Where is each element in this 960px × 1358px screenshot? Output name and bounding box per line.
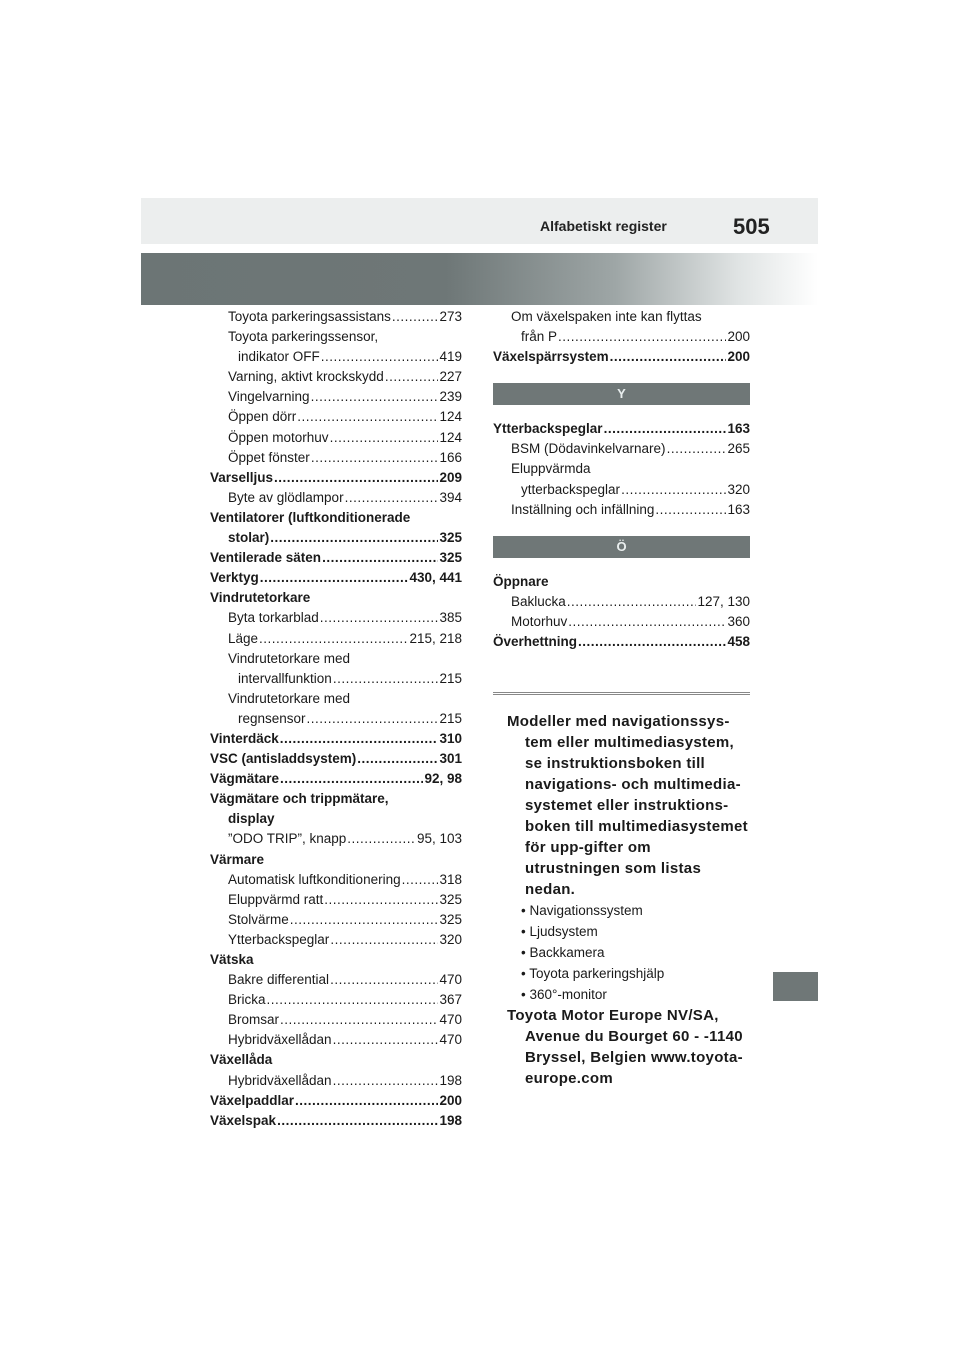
note-item-list bbox=[493, 900, 750, 1005]
index-entry bbox=[210, 709, 462, 729]
index-entry bbox=[210, 669, 462, 689]
index-entry-label: från P bbox=[521, 329, 558, 345]
note-divider bbox=[493, 692, 750, 695]
index-entry bbox=[210, 729, 462, 749]
index-column-left bbox=[210, 307, 462, 1131]
leader-dots bbox=[330, 428, 439, 448]
index-heading: Öppnare bbox=[493, 573, 549, 589]
index-entry-page: 470 bbox=[439, 1012, 462, 1028]
index-heading: Vindrutetorkare med bbox=[228, 690, 351, 706]
index-entry-page: 419 bbox=[439, 349, 462, 365]
leader-dots bbox=[260, 568, 409, 588]
index-entry-page: 215 bbox=[439, 670, 462, 686]
index-entry-label: Bakre differential bbox=[228, 972, 330, 988]
leader-dots bbox=[307, 709, 439, 729]
leader-dots bbox=[621, 480, 726, 500]
index-heading: Vätska bbox=[210, 952, 254, 967]
index-entry-label: Växelspärrsystem bbox=[493, 349, 609, 365]
index-entry-label: Öppet fönster bbox=[228, 449, 310, 465]
index-entry-page: 92, 98 bbox=[424, 771, 462, 787]
index-entry-label: Stolvärme bbox=[228, 911, 289, 927]
index-group-y bbox=[493, 419, 750, 519]
index-entry-label: VSC (antisladdsystem) bbox=[210, 751, 357, 767]
index-entry-label: Överhettning bbox=[493, 634, 578, 650]
index-entry-label: Baklucka bbox=[511, 593, 566, 609]
index-entry-page: 273 bbox=[439, 309, 462, 324]
index-entry-label: Vinterdäck bbox=[210, 730, 279, 746]
index-entry-page: 215, 218 bbox=[409, 630, 462, 646]
index-entry bbox=[493, 419, 750, 439]
leader-dots bbox=[357, 749, 438, 769]
index-entry-page: 163 bbox=[727, 421, 750, 437]
index-entry bbox=[210, 890, 462, 910]
index-entry-page: 166 bbox=[439, 449, 462, 465]
index-entry bbox=[210, 367, 462, 387]
index-entry bbox=[210, 1111, 462, 1131]
index-entry-page: 325 bbox=[439, 530, 462, 546]
leader-dots bbox=[667, 439, 727, 459]
chapter-tab bbox=[773, 972, 818, 1001]
leader-dots bbox=[274, 468, 438, 488]
index-entry-label: Automatisk luftkonditionering bbox=[228, 871, 401, 887]
index-entry-page: 470 bbox=[439, 1032, 462, 1048]
chapter-bar bbox=[141, 253, 818, 305]
index-entry-page: 318 bbox=[439, 871, 462, 887]
section-letter-y: Y bbox=[493, 383, 750, 405]
index-heading: Ventilatorer (luftkonditionerade bbox=[210, 509, 411, 525]
index-entry-label: Verktyg bbox=[210, 570, 259, 586]
index-entry bbox=[210, 990, 462, 1010]
index-entry-page: 325 bbox=[439, 891, 462, 907]
index-entry-label: indikator OFF bbox=[238, 349, 320, 365]
index-entry-label: Inställning och infällning bbox=[511, 501, 655, 517]
leader-dots bbox=[280, 729, 439, 749]
index-entry bbox=[210, 749, 462, 769]
note-item: • Backkamera bbox=[521, 942, 750, 963]
leader-dots bbox=[320, 608, 439, 628]
leader-dots bbox=[297, 407, 438, 427]
note-item: • Toyota parkeringshjälp bbox=[521, 963, 750, 984]
index-entry-page: 127, 130 bbox=[697, 593, 750, 609]
index-entry bbox=[210, 1030, 462, 1050]
index-column-right bbox=[493, 307, 750, 1089]
index-entry bbox=[210, 448, 462, 468]
index-entry-page: 301 bbox=[439, 751, 462, 767]
leader-dots bbox=[655, 500, 726, 520]
index-entry bbox=[210, 769, 462, 789]
index-entry-label: Växelspak bbox=[210, 1112, 277, 1128]
leader-dots bbox=[392, 307, 439, 327]
index-heading: Eluppvärmda bbox=[511, 461, 591, 477]
index-entry-page: 200 bbox=[439, 1092, 462, 1108]
leader-dots bbox=[311, 448, 439, 468]
index-entry-label: Varselljus bbox=[210, 469, 274, 485]
note-item: • 360°-monitor bbox=[521, 984, 750, 1005]
index-entry bbox=[210, 407, 462, 427]
header-band bbox=[141, 198, 818, 244]
index-entry-page: 227 bbox=[439, 369, 462, 385]
index-entry-label: Eluppvärmd ratt bbox=[228, 891, 324, 907]
index-entry-label: Toyota parkeringsassistans bbox=[228, 309, 391, 324]
leader-dots bbox=[311, 387, 439, 407]
index-entry-page: 95, 103 bbox=[416, 831, 462, 847]
leader-dots bbox=[277, 1111, 438, 1131]
index-entry-page: 394 bbox=[439, 489, 462, 505]
index-entry bbox=[210, 387, 462, 407]
index-heading: Toyota parkeringssensor, bbox=[228, 329, 379, 345]
header-title: Alfabetiskt register bbox=[540, 218, 667, 234]
index-entry-page: 320 bbox=[727, 481, 750, 497]
index-entry-page: 163 bbox=[727, 501, 750, 517]
index-group-v-continued bbox=[493, 307, 750, 367]
index-entry bbox=[210, 608, 462, 628]
index-entry bbox=[210, 347, 462, 367]
leader-dots bbox=[280, 1010, 438, 1030]
index-entry-label: ”ODO TRIP”, knapp bbox=[228, 831, 347, 847]
index-entry-label: Byta torkarblad bbox=[228, 610, 319, 626]
index-entry-label: Ytterbackspeglar bbox=[493, 421, 603, 437]
index-entry-page: 198 bbox=[439, 1112, 462, 1128]
index-heading: Växellåda bbox=[210, 1052, 273, 1068]
leader-dots bbox=[267, 990, 439, 1010]
index-entry bbox=[493, 347, 750, 367]
index-entry-label: stolar) bbox=[228, 530, 270, 546]
index-entry bbox=[210, 468, 462, 488]
note-intro: Modeller med navigationssys-tem eller multimediasystem, se instruktionsboken till navigations- och multimedia-systemet eller instruktions-boken till multimediasystemet för upp-gifter om utrustningen som listas nedan. bbox=[507, 713, 748, 899]
leader-dots bbox=[290, 910, 439, 930]
leader-dots bbox=[345, 488, 439, 508]
index-entry-page: 310 bbox=[439, 730, 462, 746]
leader-dots bbox=[330, 970, 438, 990]
index-entry-page: 215 bbox=[439, 710, 462, 726]
index-entry-label: intervallfunktion bbox=[238, 670, 332, 686]
index-heading: Om växelspaken inte kan flyttas bbox=[511, 309, 702, 324]
index-entry-label: Ytterbackspeglar bbox=[228, 931, 330, 947]
index-entry-page: 325 bbox=[439, 550, 462, 566]
leader-dots bbox=[333, 1071, 439, 1091]
index-entry-page: 430, 441 bbox=[409, 570, 462, 586]
index-entry bbox=[210, 629, 462, 649]
leader-dots bbox=[280, 769, 423, 789]
index-entry-page: 124 bbox=[439, 409, 462, 425]
leader-dots bbox=[321, 347, 439, 367]
index-entry bbox=[210, 930, 462, 950]
index-entry-label: Hybridväxellådan bbox=[228, 1032, 332, 1048]
index-entry-label: Vägmätare bbox=[210, 771, 280, 787]
leader-dots bbox=[324, 890, 438, 910]
index-entry bbox=[493, 439, 750, 459]
index-entry-page: 239 bbox=[439, 389, 462, 405]
index-entry bbox=[493, 592, 750, 612]
index-entry bbox=[210, 428, 462, 448]
index-entry-label: BSM (Dödavinkelvarnare) bbox=[511, 441, 666, 457]
index-entry bbox=[493, 480, 750, 500]
leader-dots bbox=[610, 347, 727, 367]
index-entry-page: 470 bbox=[439, 972, 462, 988]
leader-dots bbox=[333, 1030, 439, 1050]
index-entry-page: 367 bbox=[439, 992, 462, 1008]
index-entry bbox=[210, 307, 462, 327]
index-entry-page: 360 bbox=[727, 613, 750, 629]
index-heading: Värmare bbox=[210, 851, 265, 867]
index-entry bbox=[493, 500, 750, 520]
index-entry bbox=[493, 632, 750, 652]
index-entry bbox=[210, 1091, 462, 1111]
index-entry-label: Byte av glödlampor bbox=[228, 489, 344, 505]
index-entry bbox=[210, 970, 462, 990]
leader-dots bbox=[330, 930, 438, 950]
index-entry-label: Hybridväxellådan bbox=[228, 1072, 332, 1088]
index-entry-page: 458 bbox=[727, 634, 750, 650]
note-item: • Navigationssystem bbox=[521, 900, 750, 921]
index-heading: Vindrutetorkare med bbox=[228, 650, 351, 666]
page-number: 505 bbox=[733, 214, 770, 239]
index-entry-page: 200 bbox=[727, 349, 750, 365]
index-entry bbox=[210, 829, 462, 849]
leader-dots bbox=[578, 632, 726, 652]
index-entry bbox=[210, 910, 462, 930]
leader-dots bbox=[295, 1091, 438, 1111]
index-heading: display bbox=[228, 811, 275, 827]
index-entry-label: Öppen motorhuv bbox=[228, 429, 329, 445]
leader-dots bbox=[558, 327, 726, 347]
leader-dots bbox=[385, 367, 439, 387]
leader-dots bbox=[333, 669, 439, 689]
leader-dots bbox=[604, 419, 727, 439]
index-entry-label: Öppen dörr bbox=[228, 409, 297, 425]
index-entry bbox=[210, 548, 462, 568]
index-entry-label: Ventilerade säten bbox=[210, 550, 322, 566]
index-entry bbox=[493, 612, 750, 632]
index-entry-page: 385 bbox=[439, 610, 462, 626]
index-group-o bbox=[493, 572, 750, 652]
index-entry bbox=[210, 1010, 462, 1030]
index-entry-page: 209 bbox=[439, 469, 462, 485]
index-entry bbox=[210, 568, 462, 588]
index-entry-label: regnsensor bbox=[238, 710, 306, 726]
index-heading: Vägmätare och trippmätare, bbox=[210, 791, 389, 807]
index-entry-label: Bromsar bbox=[228, 1012, 280, 1028]
leader-dots bbox=[347, 829, 416, 849]
leader-dots bbox=[402, 870, 439, 890]
leader-dots bbox=[568, 612, 726, 632]
index-entry bbox=[210, 1071, 462, 1091]
index-entry-page: 124 bbox=[439, 429, 462, 445]
index-entry bbox=[210, 488, 462, 508]
index-entry-page: 265 bbox=[727, 441, 750, 457]
index-entry bbox=[210, 870, 462, 890]
leader-dots bbox=[567, 592, 697, 612]
index-entry-page: 320 bbox=[439, 931, 462, 947]
index-entry-label: ytterbackspeglar bbox=[521, 481, 621, 497]
index-entry-label: Varning, aktivt krockskydd bbox=[228, 369, 384, 385]
leader-dots bbox=[322, 548, 438, 568]
index-entry-label: Motorhuv bbox=[511, 613, 568, 629]
index-entry-page: 198 bbox=[439, 1072, 462, 1088]
index-entry-label: Vingelvarning bbox=[228, 389, 310, 405]
manufacturer-address: Toyota Motor Europe NV/SA, Avenue du Bourget 60 - -1140 Bryssel, Belgien www.toyota-europe.com bbox=[507, 1007, 743, 1088]
index-heading: Vindrutetorkare bbox=[210, 590, 311, 606]
index-entry bbox=[493, 327, 750, 347]
index-entry-label: Läge bbox=[228, 630, 259, 646]
note-item: • Ljudsystem bbox=[521, 921, 750, 942]
index-entry-page: 325 bbox=[439, 911, 462, 927]
leader-dots bbox=[270, 528, 438, 548]
index-entry-page: 200 bbox=[727, 329, 750, 345]
section-letter-o: Ö bbox=[493, 536, 750, 558]
index-entry-label: Växelpaddlar bbox=[210, 1092, 295, 1108]
leader-dots bbox=[259, 629, 408, 649]
index-entry bbox=[210, 528, 462, 548]
index-entry-label: Bricka bbox=[228, 992, 266, 1008]
